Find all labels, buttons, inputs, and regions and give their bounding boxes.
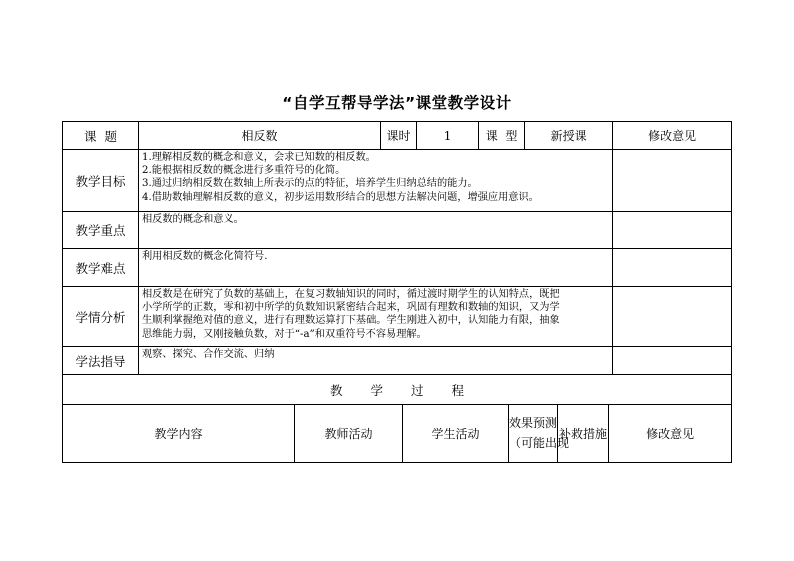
col-content-header: 教学内容 (63, 405, 295, 463)
goals-revise-cell (613, 150, 732, 212)
topic-value: 相反数 (139, 122, 381, 150)
type-label: 课 型 (479, 122, 525, 150)
col-teacher-header: 教师活动 (295, 405, 403, 463)
analysis-label: 学情分析 (63, 287, 139, 347)
process-title: 教学过程 (63, 375, 732, 405)
goal-item: 1.理解相反数的概念和意义，会求已知数的相反数。 (142, 152, 376, 163)
hours-value: 1 (417, 122, 479, 150)
goals-cell (139, 150, 613, 212)
col-revise-header: 修改意见 (609, 405, 732, 463)
topic-label: 课 题 (63, 122, 139, 150)
goal-item: 2.能根据相反数的概念进行多重符号的化简。 (142, 165, 346, 177)
col-effect-header (509, 405, 570, 463)
difficult-revise-cell (613, 249, 732, 287)
difficult-cell: 利用相反数的概念化简符号. (139, 249, 613, 287)
page-title: “自学互帮导学法”课堂教学设计 (282, 94, 512, 112)
type-value: 新授课 (525, 122, 613, 150)
analysis-line: 思维能力弱，又刚接触负数，对于“-a”和双重符号不容易理解。 (142, 328, 427, 340)
key-label: 教学重点 (63, 212, 139, 249)
lesson-plan-table (62, 121, 732, 463)
col-student-header: 学生活动 (403, 405, 509, 463)
analysis-cell (139, 287, 613, 347)
goals-label: 教学目标 (63, 150, 139, 212)
key-cell: 相反数的概念和意义。 (139, 212, 613, 249)
revise-header: 修改意见 (613, 122, 732, 150)
col-remedy-header: 补救措施 (558, 405, 609, 463)
difficult-label: 教学难点 (63, 249, 139, 287)
col-effect-line: （可能出现 (509, 436, 570, 450)
goal-item: 4.借助数轴理解相反数的意义，初步运用数形结合的思想方法解决问题，增强应用意识。 (142, 191, 539, 203)
method-revise-cell (613, 347, 732, 375)
analysis-line: 生顺利掌握绝对值的意义，进行有理数运算打下基础。学生刚进入初中，认知能力有限，抽象 (142, 315, 560, 327)
goal-item: 3.通过归纳相反数在数轴上所表示的点的特征，培养学生归纳总结的能力。 (142, 178, 478, 190)
analysis-line: 小学所学的正数，零和初中所学的负数知识紧密结合起来，巩固有理数和数轴的知识，又为学 (142, 302, 560, 314)
analysis-revise-cell (613, 287, 732, 347)
col-effect-line: 效果预测 (509, 416, 558, 430)
key-revise-cell (613, 212, 732, 249)
method-cell: 观察、探究、合作交流、归纳 (139, 347, 613, 375)
method-label: 学法指导 (63, 347, 139, 375)
hours-label: 课时 (381, 122, 417, 150)
analysis-line: 相反数是在研究了负数的基础上，在复习数轴知识的同时，循过渡时期学生的认知特点，既把 (142, 289, 560, 300)
